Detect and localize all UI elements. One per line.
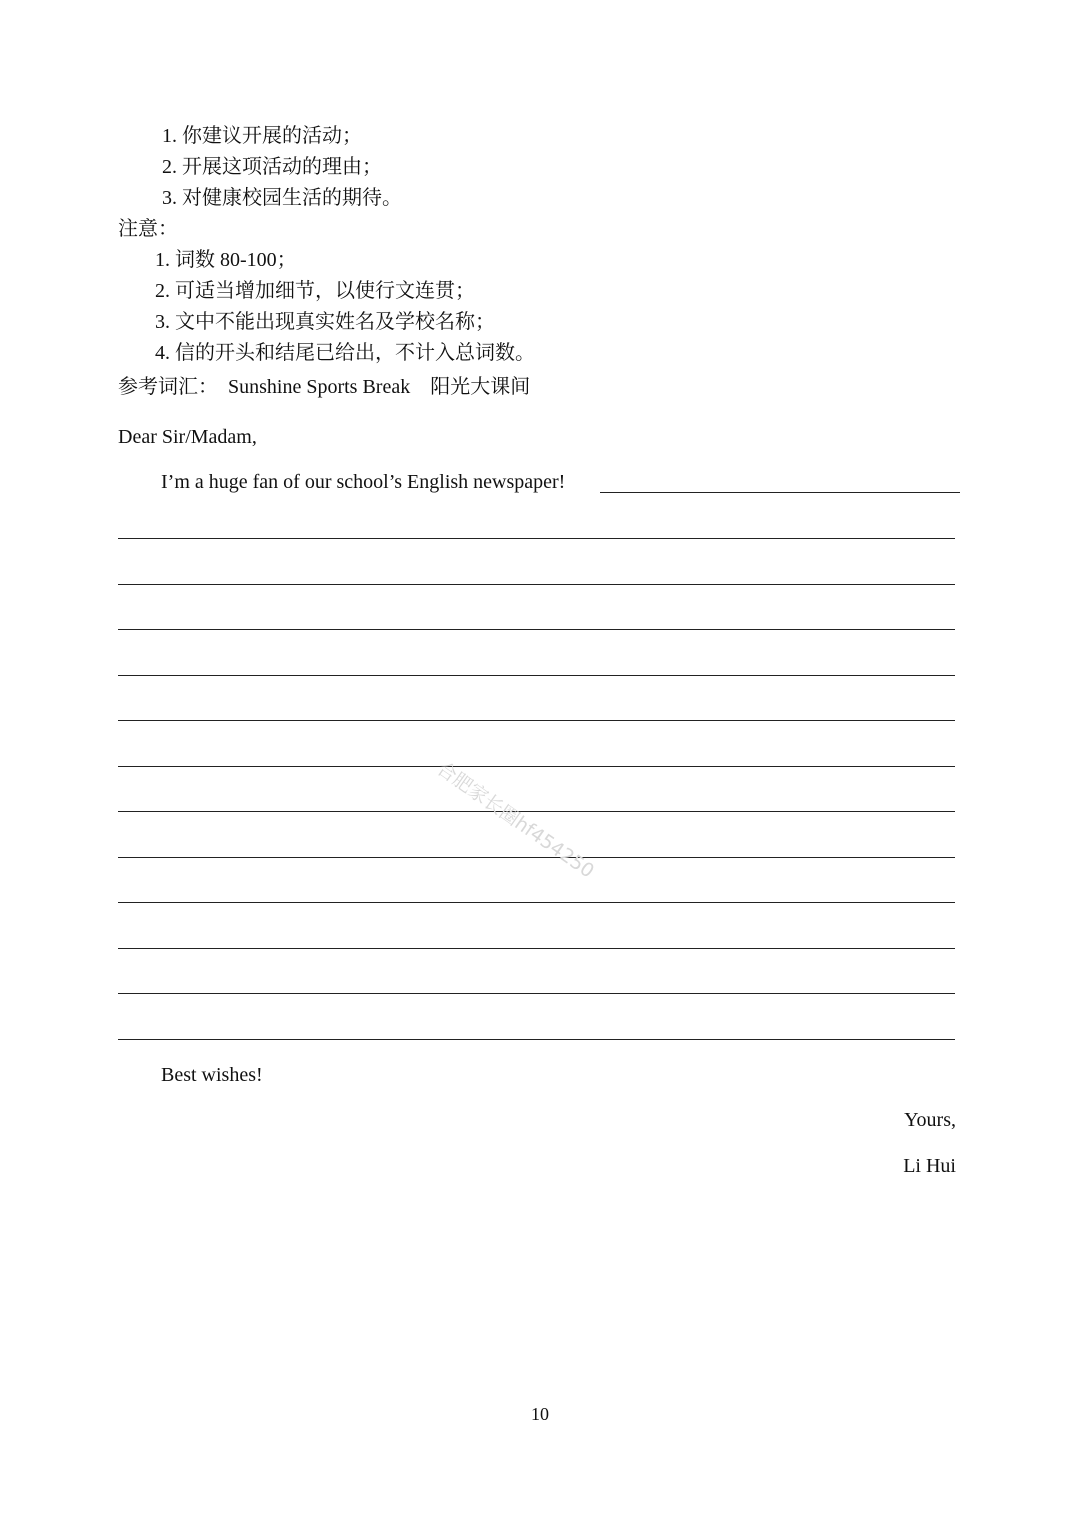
requirement-item-2: 2. 开展这项活动的理由； xyxy=(162,156,382,178)
letter-closing: Best wishes! xyxy=(161,1064,263,1086)
answer-line[interactable] xyxy=(118,1039,955,1040)
vocabulary-reference: 参考词汇： Sunshine Sports Break 阳光大课间 xyxy=(118,376,531,398)
answer-line[interactable] xyxy=(118,584,955,585)
answer-line[interactable] xyxy=(118,766,955,767)
letter-signoff: Yours, xyxy=(904,1109,956,1131)
answer-line[interactable] xyxy=(118,720,955,721)
note-item-3: 3. 文中不能出现真实姓名及学校名称； xyxy=(155,311,495,333)
letter-signature-name: Li Hui xyxy=(903,1155,956,1177)
note-item-2: 2. 可适当增加细节，以使行文连贯； xyxy=(155,280,475,302)
watermark: 合肥家长圈hf454250 xyxy=(432,757,599,883)
answer-line[interactable] xyxy=(118,675,955,676)
note-item-4: 4. 信的开头和结尾已给出，不计入总词数。 xyxy=(155,342,535,364)
requirement-item-3: 3. 对健康校园生活的期待。 xyxy=(162,187,402,209)
answer-line[interactable] xyxy=(118,811,955,812)
page-number: 10 xyxy=(531,1404,549,1424)
answer-line[interactable] xyxy=(118,857,955,858)
answer-line[interactable] xyxy=(118,629,955,630)
note-item-1: 1. 词数 80-100； xyxy=(155,249,297,271)
notes-heading: 注意： xyxy=(118,218,178,240)
answer-line[interactable] xyxy=(118,902,955,903)
answer-line-inline[interactable] xyxy=(600,492,960,493)
requirement-item-1: 1. 你建议开展的活动； xyxy=(162,125,362,147)
answer-line[interactable] xyxy=(118,538,955,539)
letter-salutation: Dear Sir/Madam, xyxy=(118,426,257,448)
letter-opening-sentence: I’m a huge fan of our school’s English newspaper! xyxy=(161,471,566,493)
answer-line[interactable] xyxy=(118,948,955,949)
answer-line[interactable] xyxy=(118,993,955,994)
